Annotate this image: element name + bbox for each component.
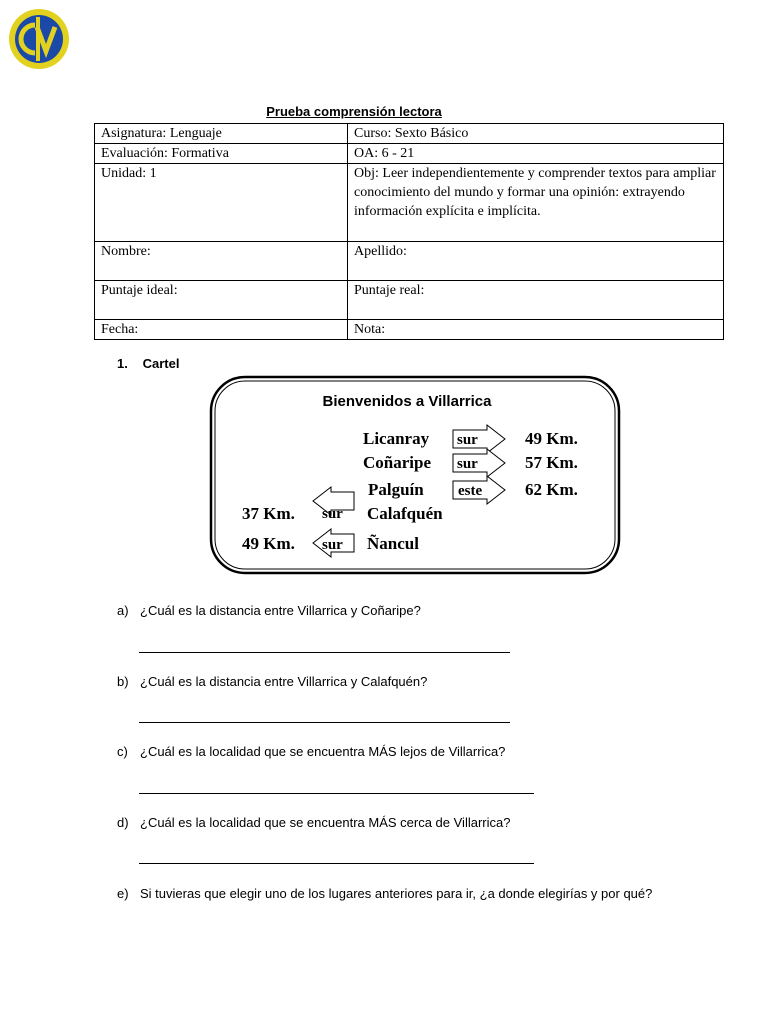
- dist-licanray: 49 Km.: [525, 429, 578, 448]
- question-letter: a): [117, 603, 129, 618]
- fecha-cell: Fecha:: [95, 320, 348, 340]
- question-c: [117, 743, 677, 760]
- dist-calafquen: 37 Km.: [242, 504, 295, 523]
- question-text: ¿Cuál es la localidad que se encuentra MÁS lejos de Villarrica?: [140, 744, 506, 759]
- objective-cell: Obj: Leer independientemente y comprender textos para ampliar conocimiento del mundo y formar una opinión: extrayendo información explícita e implícita.: [348, 164, 724, 242]
- question-text: ¿Cuál es la localidad que se encuentra MÁS cerca de Villarrica?: [140, 815, 511, 830]
- place-calafquen: Calafquén: [367, 504, 443, 523]
- section-number: 1.: [117, 356, 128, 371]
- document-title: Prueba comprensión lectora: [266, 104, 442, 119]
- dir-calafquen: sur: [322, 506, 343, 522]
- curso-cell: Curso: Sexto Básico: [348, 124, 724, 144]
- question-text: ¿Cuál es la distancia entre Villarrica y Calafquén?: [140, 674, 428, 689]
- evaluacion-cell: Evaluación: Formativa: [95, 144, 348, 164]
- question-letter: d): [117, 815, 129, 830]
- section-heading: [117, 356, 179, 371]
- dist-conaripe: 57 Km.: [525, 453, 578, 472]
- question-a: [117, 602, 677, 619]
- answer-line-d[interactable]: [139, 863, 534, 864]
- nombre-cell: Nombre:: [95, 242, 348, 281]
- sign-row-nancul: [242, 529, 419, 557]
- dir-palguin: este: [458, 483, 483, 499]
- section-title: Cartel: [142, 356, 180, 371]
- road-sign: [209, 375, 621, 575]
- answer-line-a[interactable]: [139, 652, 510, 653]
- question-text: ¿Cuál es la distancia entre Villarrica y Coñaripe?: [140, 603, 421, 618]
- school-logo: [8, 8, 70, 70]
- asignatura-cell: Asignatura: Lenguaje: [95, 124, 348, 144]
- answer-line-b[interactable]: [139, 722, 510, 723]
- dir-licanray: sur: [457, 432, 478, 448]
- place-nancul: Ñancul: [367, 534, 419, 553]
- place-conaripe: Coñaripe: [363, 453, 431, 472]
- unidad-cell: Unidad: 1: [95, 164, 348, 242]
- apellido-cell: Apellido:: [348, 242, 724, 281]
- dist-palguin: 62 Km.: [525, 480, 578, 499]
- question-d: [117, 814, 677, 831]
- dir-nancul: sur: [322, 537, 343, 553]
- question-text: Si tuvieras que elegir uno de los lugares anteriores para ir, ¿a donde elegirías y por qué?: [140, 886, 653, 901]
- answer-line-c[interactable]: [139, 793, 534, 794]
- question-letter: e): [117, 886, 129, 901]
- dir-conaripe: sur: [457, 456, 478, 472]
- dist-nancul: 49 Km.: [242, 534, 295, 553]
- place-licanray: Licanray: [363, 429, 430, 448]
- question-e: [117, 885, 662, 902]
- question-letter: c): [117, 744, 128, 759]
- question-letter: b): [117, 674, 129, 689]
- oa-cell: OA: 6 - 21: [348, 144, 724, 164]
- puntaje-real-cell: Puntaje real:: [348, 281, 724, 320]
- logo-band: [36, 17, 40, 61]
- question-b: [117, 673, 677, 690]
- sign-title: Bienvenidos a Villarrica: [322, 393, 492, 410]
- info-table: [94, 123, 724, 340]
- place-palguin: Palguín: [368, 480, 424, 499]
- puntaje-ideal-cell: Puntaje ideal:: [95, 281, 348, 320]
- nota-cell: Nota:: [348, 320, 724, 340]
